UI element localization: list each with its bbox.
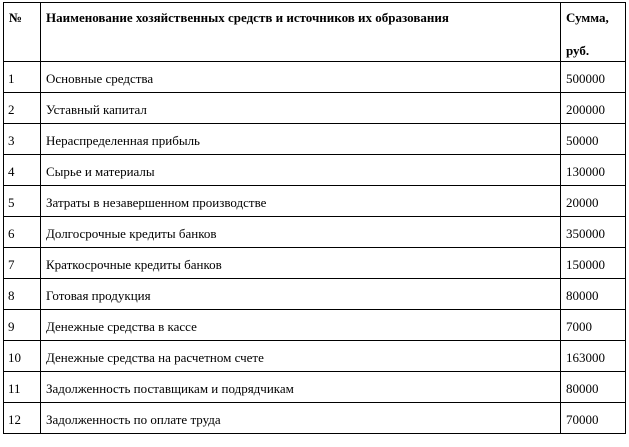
table-header-row [4, 3, 626, 62]
row-sum-cell: 50000 [561, 124, 626, 155]
row-sum-cell: 70000 [561, 403, 626, 434]
row-num-cell: 9 [4, 310, 41, 341]
row-sum-cell: 200000 [561, 93, 626, 124]
table-row [4, 93, 626, 124]
header-sum-line2: руб. [566, 43, 590, 58]
row-name-cell: Готовая продукция [41, 279, 561, 310]
row-name-cell: Затраты в незавершенном производстве [41, 186, 561, 217]
row-sum-cell: 20000 [561, 186, 626, 217]
header-num: № [4, 3, 41, 62]
row-num-cell: 3 [4, 124, 41, 155]
row-sum-cell: 163000 [561, 341, 626, 372]
row-num-cell: 10 [4, 341, 41, 372]
table-row [4, 186, 626, 217]
table-row [4, 124, 626, 155]
row-name-cell: Задолженность по оплате труда [41, 403, 561, 434]
table-row [4, 155, 626, 186]
row-sum-cell: 7000 [561, 310, 626, 341]
table-row [4, 372, 626, 403]
header-sum-line1: Сумма, [566, 10, 609, 25]
row-name-cell: Сырье и материалы [41, 155, 561, 186]
row-num-cell: 5 [4, 186, 41, 217]
table-row [4, 62, 626, 93]
row-num-cell: 12 [4, 403, 41, 434]
table-row [4, 279, 626, 310]
row-name-cell: Денежные средства в кассе [41, 310, 561, 341]
row-sum-cell: 350000 [561, 217, 626, 248]
table-row [4, 310, 626, 341]
row-num-cell: 7 [4, 248, 41, 279]
row-sum-cell: 150000 [561, 248, 626, 279]
row-sum-cell: 80000 [561, 279, 626, 310]
row-num-cell: 8 [4, 279, 41, 310]
row-name-cell: Долгосрочные кредиты банков [41, 217, 561, 248]
row-name-cell: Основные средства [41, 62, 561, 93]
header-sum [561, 3, 626, 62]
table-row [4, 341, 626, 372]
row-name-cell: Нераспределенная прибыль [41, 124, 561, 155]
row-sum-cell: 80000 [561, 372, 626, 403]
row-name-cell: Задолженность поставщикам и подрядчикам [41, 372, 561, 403]
row-name-cell: Краткосрочные кредиты банков [41, 248, 561, 279]
table-row [4, 403, 626, 434]
row-num-cell: 4 [4, 155, 41, 186]
row-num-cell: 11 [4, 372, 41, 403]
header-name: Наименование хозяйственных средств и источников их образования [41, 3, 561, 62]
row-name-cell: Денежные средства на расчетном счете [41, 341, 561, 372]
row-sum-cell: 500000 [561, 62, 626, 93]
row-num-cell: 2 [4, 93, 41, 124]
row-num-cell: 6 [4, 217, 41, 248]
assets-sources-table [3, 2, 626, 434]
table-row [4, 248, 626, 279]
row-name-cell: Уставный капитал [41, 93, 561, 124]
table-row [4, 217, 626, 248]
row-num-cell: 1 [4, 62, 41, 93]
row-sum-cell: 130000 [561, 155, 626, 186]
